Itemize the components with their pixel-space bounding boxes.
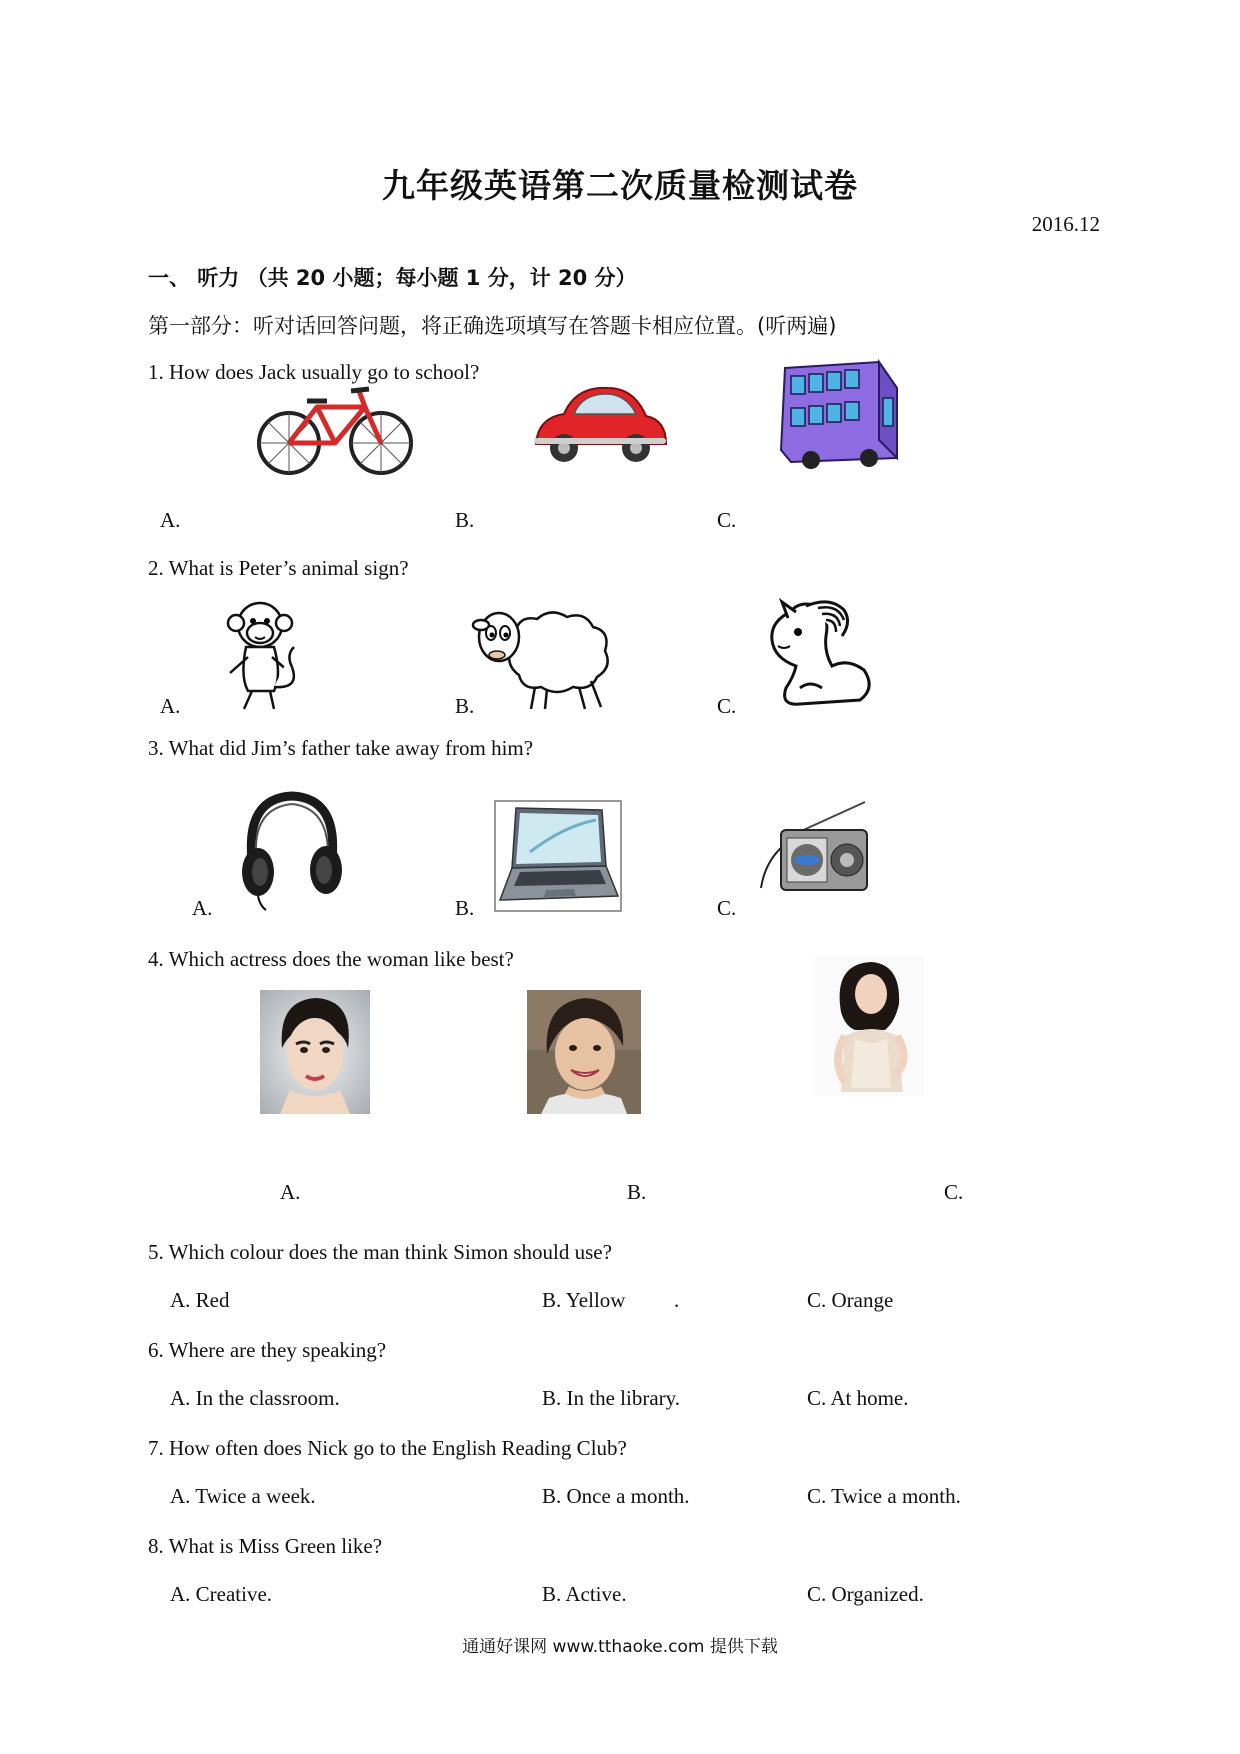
q6-option-c: C. At home.	[807, 1386, 909, 1410]
q8-option-b: B. Active.	[542, 1582, 627, 1606]
q7-option-c: C. Twice a month.	[807, 1484, 961, 1508]
actress-photo-a	[260, 990, 370, 1114]
horse-icon	[760, 596, 876, 712]
question-2: 2. What is Peter’s animal sign?	[148, 556, 409, 580]
question-3: 3. What did Jim’s father take away from him?	[148, 736, 534, 760]
part-instruction: 第一部分：听对话回答问题，将正确选项填写在答题卡相应位置。(听两遍)	[148, 314, 837, 338]
bus-icon	[775, 358, 905, 470]
q2-option-c-label: C.	[717, 694, 737, 718]
footer-source: 通通好课网 www.tthaoke.com 提供下载	[462, 1637, 778, 1657]
car-icon	[530, 378, 670, 478]
q4-option-b-label: B.	[627, 1180, 647, 1204]
headphones-icon	[238, 790, 344, 910]
monkey-icon	[222, 597, 304, 713]
q1-option-b-label: B.	[455, 508, 475, 532]
q5-option-b: B. Yellow	[542, 1288, 626, 1312]
question-7: 7. How often does Nick go to the English Reading Club?	[148, 1436, 627, 1460]
q2-option-b-label: B.	[455, 694, 475, 718]
q5-option-c: C. Orange	[807, 1288, 894, 1312]
radio-icon	[757, 800, 873, 896]
question-6: 6. Where are they speaking?	[148, 1338, 387, 1362]
q7-option-a: A. Twice a week.	[170, 1484, 316, 1508]
q6-option-b: B. In the library.	[542, 1386, 681, 1410]
q1-option-c-label: C.	[717, 508, 737, 532]
q6-option-a: A. In the classroom.	[170, 1386, 340, 1410]
question-4: 4. Which actress does the woman like best?	[148, 947, 514, 971]
stray-mark: .	[674, 1288, 680, 1312]
actress-photo-c	[815, 956, 925, 1096]
question-1: 1. How does Jack usually go to school?	[148, 360, 480, 384]
q7-option-b: B. Once a month.	[542, 1484, 690, 1508]
exam-date: 2016.12	[1031, 212, 1100, 236]
q3-option-c-label: C.	[717, 896, 737, 920]
q4-option-c-label: C.	[944, 1180, 964, 1204]
sheep-icon	[475, 603, 615, 711]
actress-photo-b	[527, 990, 641, 1114]
q4-option-a-label: A.	[280, 1180, 301, 1204]
question-8: 8. What is Miss Green like?	[148, 1534, 383, 1558]
q3-option-a-label: A.	[192, 896, 213, 920]
page-title: 九年级英语第二次质量检测试卷	[382, 166, 858, 205]
q3-option-b-label: B.	[455, 896, 475, 920]
q1-option-a-label: A.	[160, 508, 181, 532]
q8-option-a: A. Creative.	[170, 1582, 273, 1606]
bicycle-icon	[255, 385, 415, 477]
question-5: 5. Which colour does the man think Simon should use?	[148, 1240, 612, 1264]
q8-option-c: C. Organized.	[807, 1582, 924, 1606]
q2-option-a-label: A.	[160, 694, 181, 718]
section-heading: 一、 听力 （共 20 小题；每小题 1 分，计 20 分）	[148, 266, 637, 290]
laptop-icon	[494, 800, 622, 912]
q5-option-a: A. Red	[170, 1288, 230, 1312]
